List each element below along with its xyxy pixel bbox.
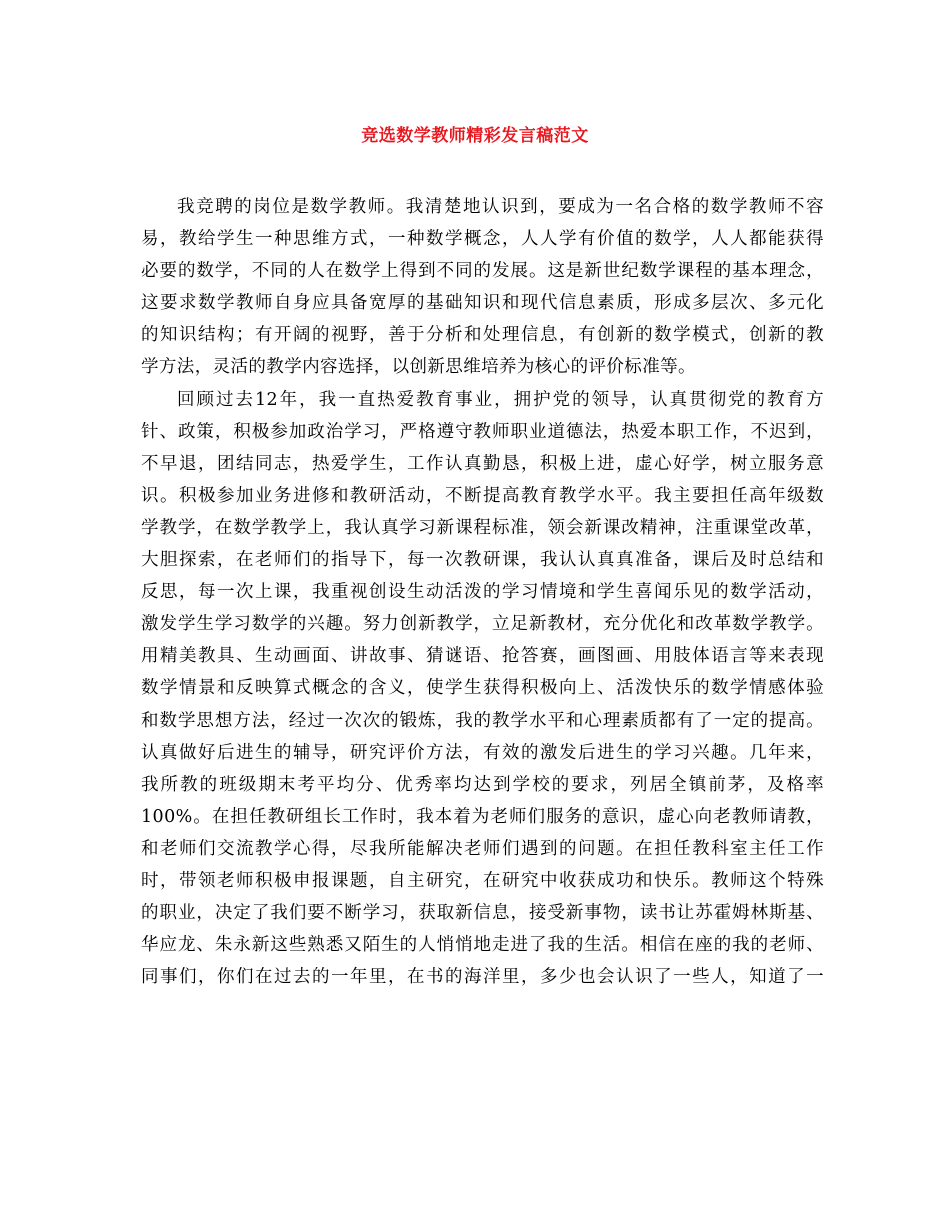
paragraph-2-line: 数学情景和反映算式概念的含义，使学生获得积极向上、活泼快乐的数学情感体验 [141, 678, 824, 699]
paragraph-2-line: 识。积极参加业务进修和教研活动，不断提高教育教学水平。我主要担任高年级数 [141, 485, 824, 506]
paragraph-2-line: 激发学生学习数学的兴趣。努力创新教学，立足新教材，充分优化和改革数学教学。 [141, 614, 824, 635]
document-body [141, 191, 824, 993]
paragraph-1-line: 学方法，灵活的教学内容选择，以创新思维培养为核心的评价标准等。 [141, 357, 696, 378]
paragraph-1-line: 必要的数学，不同的人在数学上得到不同的发展。这是新世纪数学课程的基本理念， [141, 261, 824, 282]
paragraph-1-line: 这要求数学教师自身应具备宽厚的基础知识和现代信息素质，形成多层次、多元化 [141, 293, 824, 314]
paragraph-2-line: 学教学，在数学教学上，我认真学习新课程标准，领会新课改精神，注重课堂改革， [141, 517, 824, 538]
paragraph-2-line: 大胆探索，在老师们的指导下，每一次教研课，我认认真真准备，课后及时总结和 [141, 550, 824, 571]
paragraph-1-line: 易，教给学生一种思维方式，一种数学概念，人人学有价值的数学，人人都能获得 [141, 229, 824, 250]
paragraph-2-line: 和数学思想方法，经过一次次的锻炼，我的教学水平和心理素质都有了一定的提高。 [141, 710, 824, 731]
paragraph-2-line: 认真做好后进生的辅导，研究评价方法，有效的激发后进生的学习兴趣。几年来， [141, 742, 824, 763]
document-title: 竞选数学教师精彩发言稿范文 [361, 126, 589, 146]
paragraph-1-line: 我竞聘的岗位是数学教师。我清楚地认识到，要成为一名合格的数学教师不容 [177, 197, 824, 217]
paragraph-2-line: 同事们，你们在过去的一年里，在书的海洋里，多少也会认识了一些人，知道了一 [141, 967, 824, 988]
paragraph-2-line: 100%。在担任教研组长工作时，我本着为老师们服务的意识，虚心向老教师请教， [141, 806, 824, 827]
paragraph-2-line: 反思，每一次上课，我重视创设生动活泼的学习情境和学生喜闻乐见的数学活动， [141, 582, 824, 603]
paragraph-2-line: 和老师们交流教学心得，尽我所能解决老师们遇到的问题。在担任教科室主任工作 [141, 838, 824, 859]
paragraph-2-line: 时，带领老师积极申报课题，自主研究，在研究中收获成功和快乐。教师这个特殊 [141, 870, 824, 891]
paragraph-1-line: 的知识结构；有开阔的视野，善于分析和处理信息，有创新的数学模式，创新的教 [141, 325, 824, 346]
paragraph-2-line: 我所教的班级期末考平均分、优秀率均达到学校的要求，列居全镇前茅，及格率 [141, 774, 824, 795]
paragraph-2-line: 的职业，决定了我们要不断学习，获取新信息，接受新事物，读书让苏霍姆林斯基、 [141, 903, 824, 924]
paragraph-2-line: 回顾过去12年，我一直热爱教育事业，拥护党的领导，认真贯彻党的教育方 [177, 389, 824, 410]
paragraph-2-line: 华应龙、朱永新这些熟悉又陌生的人悄悄地走进了我的生活。相信在座的我的老师、 [141, 935, 824, 956]
paragraph-2-line: 用精美教具、生动画面、讲故事、猜谜语、抢答赛，画图画、用肢体语言等来表现 [141, 646, 824, 667]
paragraph-2-line: 不早退，团结同志，热爱学生，工作认真勤恳，积极上进，虚心好学，树立服务意 [141, 453, 824, 474]
paragraph-2-line: 针、政策，积极参加政治学习，严格遵守教师职业道德法，热爱本职工作，不迟到， [141, 421, 824, 442]
